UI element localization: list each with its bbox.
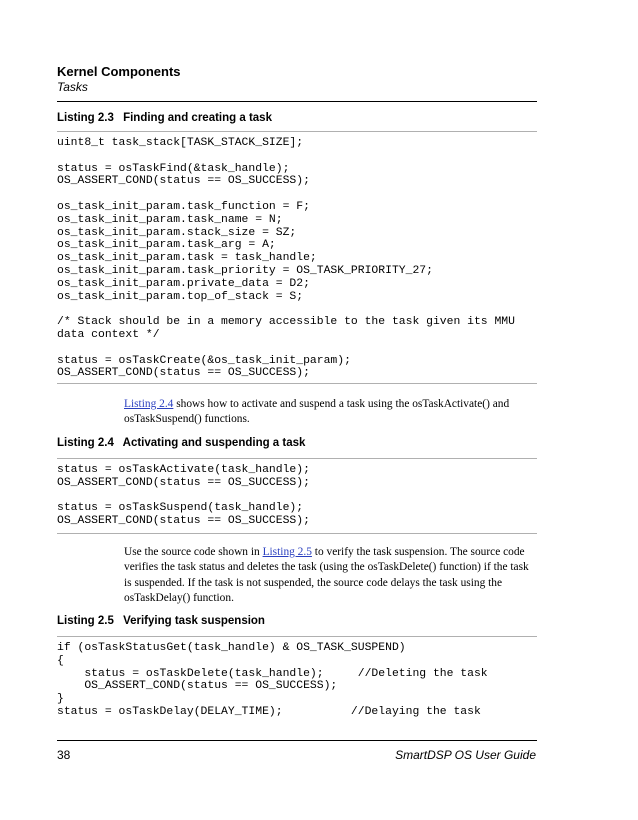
code-line: os_task_init_param.task = task_handle; <box>57 252 317 265</box>
listing-2-5-number: Listing 2.5 <box>57 615 114 627</box>
code-line: os_task_init_param.task_name = N; <box>57 213 283 226</box>
code-line: os_task_init_param.task_function = F; <box>57 200 310 213</box>
page-number: 38 <box>57 748 71 762</box>
chapter-title: Kernel Components <box>57 64 181 79</box>
listing-2-3-title: Finding and creating a task <box>123 112 272 124</box>
listing-2-3-number: Listing 2.3 <box>57 112 114 124</box>
code-line <box>57 303 515 316</box>
code-line: { <box>57 654 64 667</box>
listing-2-5-top-rule <box>57 636 537 637</box>
code-line: OS_ASSERT_COND(status == OS_SUCCESS); <box>57 476 310 489</box>
code-line: status = osTaskSuspend(task_handle); <box>57 502 304 515</box>
paragraph-text: osTaskSuspend() functions. <box>124 413 250 426</box>
listing-2-4-caption <box>57 437 305 449</box>
footer-rule <box>57 740 537 741</box>
code-line: status = osTaskDelete(task_handle); //Deleting the task <box>57 667 488 680</box>
listing-2-4-link[interactable]: Listing 2.4 <box>124 398 174 410</box>
section-title: Tasks <box>57 80 88 94</box>
book-title: SmartDSP OS User Guide <box>395 748 536 762</box>
paragraph-text: verifies the task status and deletes the task (using the osTaskDelete() function) if the task <box>124 561 529 574</box>
code-line: status = osTaskDelay(DELAY_TIME); //Delaying the task <box>57 705 481 718</box>
listing-2-5-link[interactable]: Listing 2.5 <box>262 546 312 558</box>
paragraph-text: osTaskDelay() function. <box>124 592 234 605</box>
listing-2-3-code <box>57 137 515 380</box>
code-line: OS_ASSERT_COND(status == OS_SUCCESS); <box>57 367 310 380</box>
code-line: if (osTaskStatusGet(task_handle) & OS_TASK_SUSPEND) <box>57 642 406 654</box>
code-line: data context */ <box>57 328 160 341</box>
listing-2-3-bottom-rule <box>57 383 537 384</box>
listing-2-5-caption <box>57 615 265 627</box>
listing-2-5-code <box>57 642 488 719</box>
paragraph-text: to verify the task suspension. The source code <box>311 546 525 558</box>
code-line <box>57 188 515 201</box>
code-line: /* Stack should be in a memory accessible to the task given its MMU <box>57 316 515 329</box>
code-line: os_task_init_param.task_arg = A; <box>57 239 276 252</box>
code-line: os_task_init_param.top_of_stack = S; <box>57 290 304 303</box>
listing-2-3-caption <box>57 112 272 124</box>
body-paragraph <box>124 397 536 428</box>
code-line: OS_ASSERT_COND(status == OS_SUCCESS); <box>57 175 310 188</box>
listing-2-4-bottom-rule <box>57 533 537 534</box>
paragraph-text: is suspended. If the task is not suspended, the source code delays the task using the <box>124 576 503 589</box>
listing-2-4-code <box>57 464 310 528</box>
code-line: os_task_init_param.stack_size = SZ; <box>57 226 297 239</box>
code-line: os_task_init_param.private_data = D2; <box>57 277 310 290</box>
paragraph-text: Use the source code shown in <box>124 546 263 558</box>
header-rule <box>57 101 537 102</box>
code-line: status = osTaskFind(&task_handle); <box>57 162 290 175</box>
code-line: status = osTaskCreate(&os_task_init_param); <box>57 354 351 367</box>
body-paragraph <box>124 545 536 607</box>
code-line: uint8_t task_stack[TASK_STACK_SIZE]; <box>57 137 304 149</box>
listing-2-4-title: Activating and suspending a task <box>122 437 306 449</box>
paragraph-text: shows how to activate and suspend a task using the osTaskActivate() and <box>173 398 510 410</box>
code-line <box>57 342 515 355</box>
code-line: OS_ASSERT_COND(status == OS_SUCCESS); <box>57 680 338 693</box>
listing-2-4-number: Listing 2.4 <box>57 437 114 449</box>
code-line: } <box>57 693 64 706</box>
code-line <box>57 490 310 503</box>
code-line <box>57 150 515 163</box>
listing-2-4-top-rule <box>57 458 537 459</box>
listing-2-3-top-rule <box>57 131 537 132</box>
code-line: status = osTaskActivate(task_handle); <box>57 464 310 476</box>
listing-2-5-title: Verifying task suspension <box>123 615 265 627</box>
code-line: os_task_init_param.task_priority = OS_TASK_PRIORITY_27; <box>57 264 433 277</box>
code-line: OS_ASSERT_COND(status == OS_SUCCESS); <box>57 515 310 528</box>
